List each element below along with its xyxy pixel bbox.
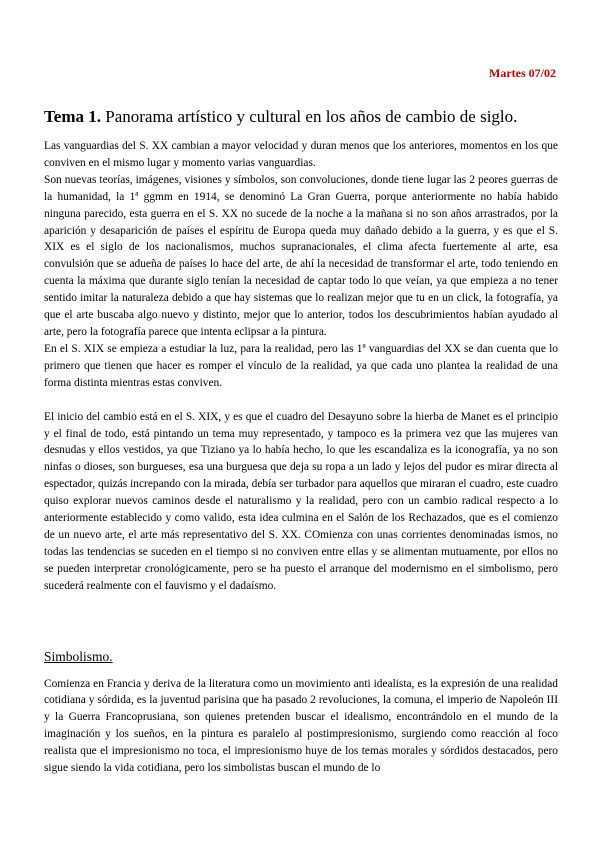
paragraph-manet: El inicio del cambio está en el S. XIX, y es que el cuadro del Desayuno sobre la hierba de Manet es el principio y el final de todo, está pintando un tema muy representado, y tampoco es la primera vez que las mujeres van desnudas y ellos vestidos, ya que Tiziano ya lo había hecho, lo que les escandaliza es la iconografía, ya no son ninfas o dioses, son burgueses, esa una burguesa que deja su ropa a un lado y lejos del pudor es mirar directa al espectador, quizás increpando con la mirada, debía ser turbador para aquellos que miraran el cuadro, este cuadro quiso explorar nuevos caminos desde el naturalismo y la realidad, pero con un cambio radical respecto a lo anteriormente establecido y como valido, esta idea culmina en el Salón de los Rechazados, que es el comienzo de un nuevo arte, el arte más representativo del S. XX. COmienza con unas corrientes denominadas ismos, no todas las tendencias se suceden en el tiempo si no conviven entre ellas y se alimentan mutuamente, por ellos no se pueden interpretar cronológicamente, pero se ha puesto el arranque del modernismo en el simbolismo, pero sucederá realmente con el fauvismo y el dadaísmo. bbox=[44, 410, 558, 592]
paragraph-light: En el S. XIX se empieza a estudiar la luz, para la realidad, pero las 1ª vanguardias del XX se dan cuenta que lo primero que tienen que hacer es romper el vínculo de la realidad, ya que cada uno plantea la realidad de una forma distinta mientras estas conviven. bbox=[44, 342, 558, 389]
paragraph-war: Son nuevas teorías, imágenes, visiones y símbolos, son convoluciones, donde tiene lugar las 2 peores guerras de la humanidad, la 1ª ggmm en 1914, se denominó La Gran Guerra, porque anteriormente no había habido ninguna parecido, esta guerra en el S. XX no sucede de la noche a la mañana si no son años arrastrados, por la aparición y desaparición de países el espíritu de Europa queda muy dañado debido a la guerra, y es que el S. XIX es el siglo de los nacionalismos, muchos supranacionales, el clima afecta fuertemente al arte, esa convulsión que se adueña de países lo hace del arte, de ahí la necesidad de transformar el arte, todo teniendo en cuenta la máxima que durante siglo tenían la necesidad de captar todo lo que veían, ya que empieza a no tener sentido imitar la naturaleza debido a que hay sistemas que lo realizan mejor que tu en un click, la fotografía, ya que el arte buscaba algo nuevo y distinto, mejor que lo anterior, todos los descubrimientos habían ayudado al arte, pero la fotografía parece que intenta eclipsar a la pintura. bbox=[44, 173, 558, 338]
title-text: Panorama artístico y cultural en los años de cambio de siglo. bbox=[101, 107, 518, 126]
date-label: Martes 07/02 bbox=[489, 66, 556, 80]
section-heading-simbolismo: Simbolismo. bbox=[44, 648, 113, 664]
document-body bbox=[44, 138, 558, 777]
title-label: Tema 1. bbox=[44, 107, 101, 126]
paragraph-intro: Las vanguardias del S. XX cambian a mayor velocidad y duran menos que los anteriores, momentos en los que conviven en el mismo lugar y momento varias vanguardias. bbox=[44, 140, 558, 169]
page-title bbox=[44, 106, 564, 128]
paragraph-simbolismo: Comienza en Francia y deriva de la literatura como un movimiento anti idealista, es la expresión de una realidad cotidiana y sórdida, es la juventud parisina que ha pasado 2 revoluciones, la comuna, el imperio de Napoleón III y la Guerra Francoprusiana, son quienes pretenden buscar el idealismo, encontrándolo en el mundo de la imaginación y los sueños, en la pintura es paralelo al postimpresionismo, surgiendo como reacción al foco realista que el impresionismo no toca, el impresionismo huye de los temas morales y sórdidos destacados, pero sigue siendo la vida cotidiana, pero los simbolistas buscan el mundo de lo bbox=[44, 677, 558, 775]
